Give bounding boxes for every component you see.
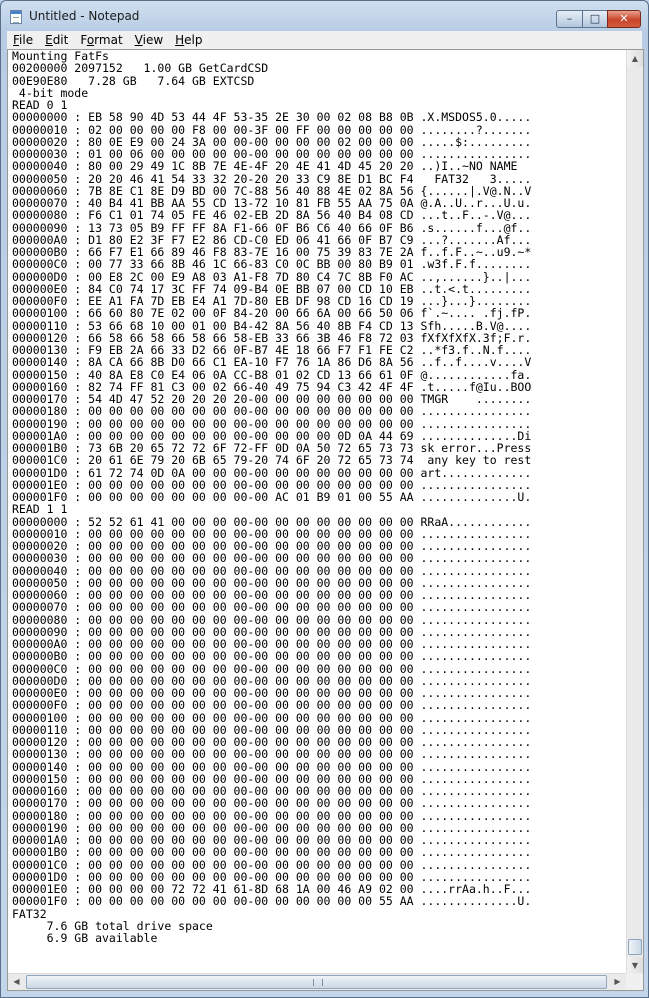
text-line: 00000070 : 40 B4 41 BB AA 55 CD 13-72 10 81 FB 55 AA 75 0A @.A..U..r...U.u. xyxy=(12,196,532,210)
menu-label-part: elp xyxy=(184,33,203,47)
menu-bar xyxy=(7,31,642,49)
menu-help[interactable] xyxy=(169,31,208,49)
text-line: 00000000 : EB 58 90 4D 53 44 4F 53-35 2E 30 00 02 08 B8 0B .X.MSDOS5.0..... xyxy=(12,110,532,125)
text-line: 00000090 : 00 00 00 00 00 00 00 00-00 00 00 00 00 00 00 00 ................ xyxy=(12,624,532,639)
text-line: 00000130 : 00 00 00 00 00 00 00 00-00 00 00 00 00 00 00 00 ................ xyxy=(12,747,532,762)
text-line: 000001C0 : 00 00 00 00 00 00 00 00-00 00 00 00 00 00 00 00 ................ xyxy=(12,857,532,872)
text-line: 00000030 : 01 00 06 00 00 00 00 00-00 00 00 00 00 00 00 00 ................ xyxy=(12,147,532,161)
vertical-scroll-thumb[interactable] xyxy=(628,939,642,955)
scroll-up-arrow-icon[interactable]: ▲ xyxy=(627,50,643,67)
menu-label-part: iew xyxy=(142,33,164,47)
text-line: 00000110 : 53 66 68 10 00 01 00 B4-42 8A 56 40 8B F4 CD 13 Sfh.....B.V@.... xyxy=(12,318,532,333)
menu-accelerator-key: o xyxy=(86,33,95,47)
text-line: 000000D0 : 00 00 00 00 00 00 00 00-00 00 00 00 00 00 00 00 ................ xyxy=(12,673,532,688)
text-line: 00000090 : 13 73 05 B9 FF FF 8A F1-66 0F B6 C6 40 66 0F B6 .s......f...@f.. xyxy=(12,220,532,235)
menu-accelerator-key: E xyxy=(45,33,53,47)
text-line: 00000100 : 00 00 00 00 00 00 00 00-00 00 00 00 00 00 00 00 ................ xyxy=(12,710,532,725)
text-line: 000000A0 : D1 80 E2 3F F7 E2 86 CD-C0 ED 06 41 66 0F B7 C9 ...?.......Af... xyxy=(12,232,532,247)
text-line: 00000130 : F9 EB 2A 66 33 D2 66 0F-B7 4E 18 66 F7 F1 FE C2 ..*f3.f..N.f.... xyxy=(12,343,532,357)
text-line: 000001C0 : 20 61 6E 79 20 6B 65 79-20 74 6F 20 72 65 73 74 any key to rest xyxy=(12,453,532,468)
text-line: 000001E0 : 00 00 00 00 72 72 41 61-8D 68 1A 00 46 A9 02 00 ....rrAa.h..F... xyxy=(12,882,532,896)
scroll-down-arrow-icon[interactable]: ▼ xyxy=(627,957,643,974)
text-line: 000001A0 : 00 00 00 00 00 00 00 00-00 00 00 00 00 00 00 00 ................ xyxy=(12,833,532,847)
text-line: 00000100 : 66 60 80 7E 02 00 0F 84-20 00 66 6A 00 66 50 06 f`.~.... .fj.fP. xyxy=(12,306,532,321)
text-line: 00000040 : 80 00 29 49 1C 8B 7E 4E-4F 20 4E 41 4D 45 20 20 ..)I..~NO NAME xyxy=(12,159,532,174)
menu-format[interactable] xyxy=(74,31,128,49)
text-editor[interactable] xyxy=(7,49,644,991)
text-line: 000000F0 : 00 00 00 00 00 00 00 00-00 00 00 00 00 00 00 00 ................ xyxy=(12,698,532,713)
text-line: 00000000 : 52 52 61 41 00 00 00 00-00 00 00 00 00 00 00 00 RRaA............ xyxy=(12,514,532,529)
text-line: 000000C0 : 00 77 33 66 8B 46 1C 66-83 C0 0C BB 00 80 B9 01 .w3f.F.f........ xyxy=(12,257,532,272)
text-line: 000000D0 : 00 E8 2C 00 E9 A8 03 A1-F8 7D 80 C4 7C 8B F0 AC ..,......}..|... xyxy=(12,269,532,284)
text-line: 00000050 : 20 20 46 41 54 33 32 20-20 20 33 C9 8E D1 BC F4 FAT32 3..... xyxy=(12,171,532,186)
text-line: 00000140 : 00 00 00 00 00 00 00 00-00 00 00 00 00 00 00 00 ................ xyxy=(12,759,532,774)
text-line: Mounting FatFs xyxy=(12,50,109,63)
text-line: 00000150 : 00 00 00 00 00 00 00 00-00 00 00 00 00 00 00 00 ................ xyxy=(12,771,532,786)
text-line: 00000190 : 00 00 00 00 00 00 00 00-00 00 00 00 00 00 00 00 ................ xyxy=(12,820,532,835)
text-line: 00000170 : 54 4D 47 52 20 20 20 20-00 00 00 00 00 00 00 00 TMGR ........ xyxy=(12,392,532,406)
text-line: 000001D0 : 00 00 00 00 00 00 00 00-00 00 00 00 00 00 00 00 ................ xyxy=(12,869,532,884)
text-line: 000001A0 : 00 00 00 00 00 00 00 00-00 00 00 00 0D 0A 44 69 ..............Di xyxy=(12,428,532,443)
text-line: 000000E0 : 84 C0 74 17 3C FF 74 09-B4 0E BB 07 00 CD 10 EB ..t.<.t......... xyxy=(12,281,532,296)
text-line: 000001B0 : 00 00 00 00 00 00 00 00-00 00 00 00 00 00 00 00 ................ xyxy=(12,845,532,860)
menu-accelerator-key: V xyxy=(134,33,143,47)
grip-icon xyxy=(313,979,323,986)
text-line: 000000B0 : 00 00 00 00 00 00 00 00-00 00 00 00 00 00 00 00 ................ xyxy=(12,649,532,664)
menu-label-part: dit xyxy=(52,33,69,47)
menu-label-part: rmat xyxy=(94,33,123,47)
text-line: 00000190 : 00 00 00 00 00 00 00 00-00 00 00 00 00 00 00 00 ................ xyxy=(12,416,532,431)
text-area[interactable] xyxy=(8,50,626,974)
text-line: 00000010 : 00 00 00 00 00 00 00 00-00 00 00 00 00 00 00 00 ................ xyxy=(12,526,532,541)
close-button[interactable]: ✕ xyxy=(607,10,641,28)
text-line: 4-bit mode xyxy=(12,85,89,100)
text-line: 000000F0 : EE A1 FA 7D EB E4 A1 7D-80 EB DF 98 CD 16 CD 19 ...}...}........ xyxy=(12,294,532,308)
text-line: 00200000 2097152 1.00 GB GetCardCSD xyxy=(12,61,269,76)
window-title: Untitled - Notepad xyxy=(29,9,140,23)
text-line: 00000160 : 82 74 FF 81 C3 00 02 66-40 49 75 94 C3 42 4F 4F .t.....f@Iu..BOO xyxy=(12,379,532,394)
text-line: 00000180 : 00 00 00 00 00 00 00 00-00 00 00 00 00 00 00 00 ................ xyxy=(12,808,532,823)
title-bar[interactable] xyxy=(1,1,648,31)
text-line: 6.9 GB available xyxy=(12,931,158,945)
menu-accelerator-key: H xyxy=(175,33,185,47)
horizontal-scroll-thumb[interactable] xyxy=(26,975,607,989)
text-line: 00000120 : 00 00 00 00 00 00 00 00-00 00 00 00 00 00 00 00 ................ xyxy=(12,735,532,749)
text-line: 00E90E80 7.28 GB 7.64 GB EXTCSD xyxy=(12,73,255,88)
text-line: FAT32 xyxy=(12,906,47,921)
text-line: 000001E0 : 00 00 00 00 00 00 00 00-00 00 00 00 00 00 00 00 ................ xyxy=(12,477,532,492)
text-line: 00000140 : 8A CA 66 8B D0 66 C1 EA-10 F7 76 1A 86 D6 8A 56 ..f..f....v....V xyxy=(12,355,532,370)
menu-edit[interactable] xyxy=(39,31,74,49)
text-line: 00000120 : 66 58 66 58 66 58 66 58-EB 33 66 3B 46 F8 72 03 fXfXfXfX.3f;F.r. xyxy=(12,330,532,345)
text-line: 00000080 : F6 C1 01 74 05 FE 46 02-EB 2D 8A 56 40 B4 08 CD ...t..F..-.V@... xyxy=(12,208,532,223)
text-line: 00000110 : 00 00 00 00 00 00 00 00-00 00 00 00 00 00 00 00 ................ xyxy=(12,722,532,737)
menu-label-part: ile xyxy=(19,33,34,47)
text-line: 000001F0 : 00 00 00 00 00 00 00 00-00 00 00 00 00 00 55 AA ..............U. xyxy=(12,894,532,909)
text-line: 00000080 : 00 00 00 00 00 00 00 00-00 00 00 00 00 00 00 00 ................ xyxy=(12,612,532,627)
text-line: 00000020 : 80 0E E9 00 24 3A 00 00-00 00 00 00 02 00 00 00 .....$:......... xyxy=(12,134,532,149)
scroll-left-arrow-icon[interactable]: ◀ xyxy=(13,977,20,986)
text-line: 00000020 : 00 00 00 00 00 00 00 00-00 00 00 00 00 00 00 00 ................ xyxy=(12,539,532,553)
vertical-scrollbar[interactable] xyxy=(626,50,643,974)
text-line: 7.6 GB total drive space xyxy=(12,918,213,933)
text-line: 00000060 : 7B 8E C1 8E D9 BD 00 7C-88 56 40 88 4E 02 8A 56 {......|.V@.N..V xyxy=(12,183,532,198)
text-line: 000000E0 : 00 00 00 00 00 00 00 00-00 00 00 00 00 00 00 00 ................ xyxy=(12,686,532,700)
text-line: 00000150 : 40 8A E8 C0 E4 06 0A CC-B8 01 02 CD 13 66 61 0F @............fa. xyxy=(12,367,532,382)
menu-accelerator-key: F xyxy=(13,33,20,47)
menu-label-part: F xyxy=(80,33,87,47)
text-line: 000000C0 : 00 00 00 00 00 00 00 00-00 00 00 00 00 00 00 00 ................ xyxy=(12,661,532,676)
text-line: 00000010 : 02 00 00 00 00 F8 00 00-3F 00 FF 00 00 00 00 00 ........?....... xyxy=(12,122,532,137)
menu-view[interactable] xyxy=(129,31,169,49)
text-line: 00000070 : 00 00 00 00 00 00 00 00-00 00 00 00 00 00 00 00 ................ xyxy=(12,600,532,615)
horizontal-scrollbar[interactable] xyxy=(8,973,626,990)
text-line: 00000030 : 00 00 00 00 00 00 00 00-00 00 00 00 00 00 00 00 ................ xyxy=(12,551,532,566)
notepad-app-icon[interactable] xyxy=(10,10,22,24)
text-line: READ 1 1 xyxy=(12,502,68,517)
text-line: 000001D0 : 61 72 74 0D 0A 00 00 00-00 00 00 00 00 00 00 00 art............. xyxy=(12,465,532,480)
scroll-right-arrow-icon[interactable]: ▶ xyxy=(614,977,621,986)
text-line: 00000050 : 00 00 00 00 00 00 00 00-00 00 00 00 00 00 00 00 ................ xyxy=(12,575,532,590)
scrollbar-corner xyxy=(626,973,643,990)
minimize-button[interactable]: – xyxy=(556,10,583,28)
text-line: 00000040 : 00 00 00 00 00 00 00 00-00 00 00 00 00 00 00 00 ................ xyxy=(12,563,532,578)
maximize-button[interactable]: □ xyxy=(582,10,608,28)
text-line: 00000060 : 00 00 00 00 00 00 00 00-00 00 00 00 00 00 00 00 ................ xyxy=(12,588,532,602)
text-line: 00000160 : 00 00 00 00 00 00 00 00-00 00 00 00 00 00 00 00 ................ xyxy=(12,784,532,798)
text-line: READ 0 1 xyxy=(12,98,68,112)
text-line: 00000180 : 00 00 00 00 00 00 00 00-00 00 00 00 00 00 00 00 ................ xyxy=(12,404,532,419)
text-line: 000001F0 : 00 00 00 00 00 00 00 00-00 AC 01 B9 01 00 55 AA ..............U. xyxy=(12,490,532,504)
text-line: 00000170 : 00 00 00 00 00 00 00 00-00 00 00 00 00 00 00 00 ................ xyxy=(12,796,532,811)
text-line: 000000A0 : 00 00 00 00 00 00 00 00-00 00 00 00 00 00 00 00 ................ xyxy=(12,637,532,651)
text-line: 000001B0 : 73 6B 20 65 72 72 6F 72-FF 0D 0A 50 72 65 73 73 sk error...Press xyxy=(12,441,532,455)
text-line: 000000B0 : 66 F7 E1 66 89 46 F8 83-7E 16 00 75 39 83 7E 2A f..f.F..~..u9.~* xyxy=(12,245,532,259)
menu-file[interactable] xyxy=(7,31,39,49)
